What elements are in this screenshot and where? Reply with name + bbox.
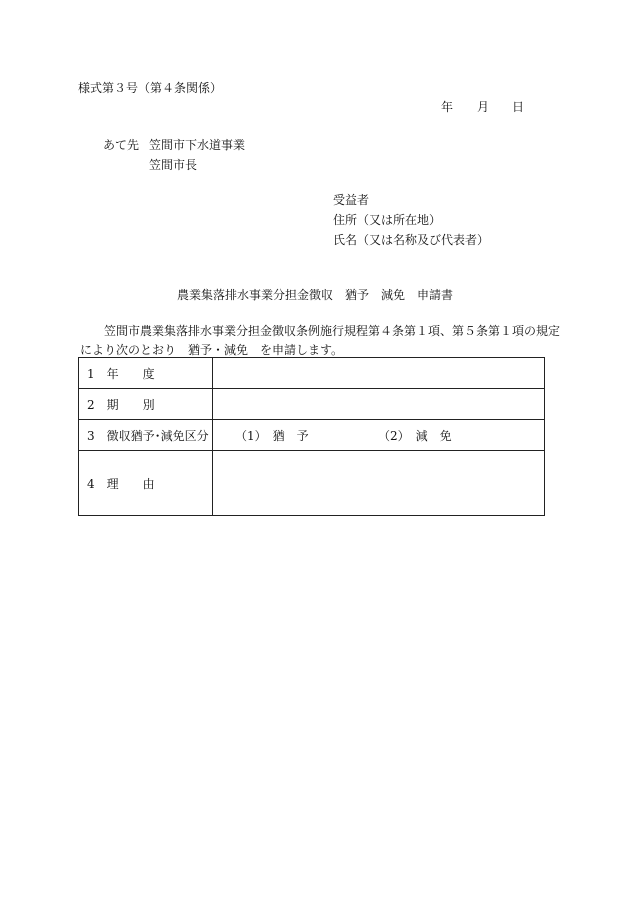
option-deferral[interactable]: （1） 猶 予: [235, 428, 309, 443]
table-row: [79, 420, 545, 451]
period-field[interactable]: [213, 389, 545, 420]
option-reduction[interactable]: （2） 減 免: [378, 428, 452, 443]
application-table: [78, 357, 545, 516]
date-day: 日: [512, 100, 525, 114]
fiscal-year-field[interactable]: [213, 358, 545, 389]
row-label-fiscal-year: 1 年 度: [79, 358, 213, 389]
row-label-category: 3 徴収猶予･減免区分: [79, 420, 213, 451]
applicant-label: 受益者: [333, 193, 370, 207]
row-label-reason: 4 理 由: [79, 451, 213, 516]
destination-line1: 笠間市下水道事業: [149, 138, 246, 152]
date-year: 年: [441, 100, 454, 114]
destination-line2: 笠間市長: [149, 158, 198, 172]
body-text-line2: により次のとおり 猶予・減免 を申請します。: [80, 343, 344, 357]
destination-label: あて先: [103, 138, 140, 152]
table-row: [79, 358, 545, 389]
table-row: [79, 389, 545, 420]
document-title: 農業集落排水事業分担金徴収 猶予 減免 申請書: [176, 288, 453, 302]
category-field: [213, 420, 545, 451]
applicant-address-label: 住所（又は所在地）: [333, 213, 442, 227]
body-text-line1: 笠間市農業集落排水事業分担金徴収条例施行規程第４条第１項、第５条第１項の規定: [104, 324, 561, 338]
table-row: [79, 451, 545, 516]
reason-field[interactable]: [213, 451, 545, 516]
row-label-period: 2 期 別: [79, 389, 213, 420]
date-month: 月: [477, 100, 490, 114]
applicant-name-label: 氏名（又は名称及び代表者）: [333, 233, 490, 247]
form-number: 様式第３号（第４条関係）: [78, 81, 223, 95]
